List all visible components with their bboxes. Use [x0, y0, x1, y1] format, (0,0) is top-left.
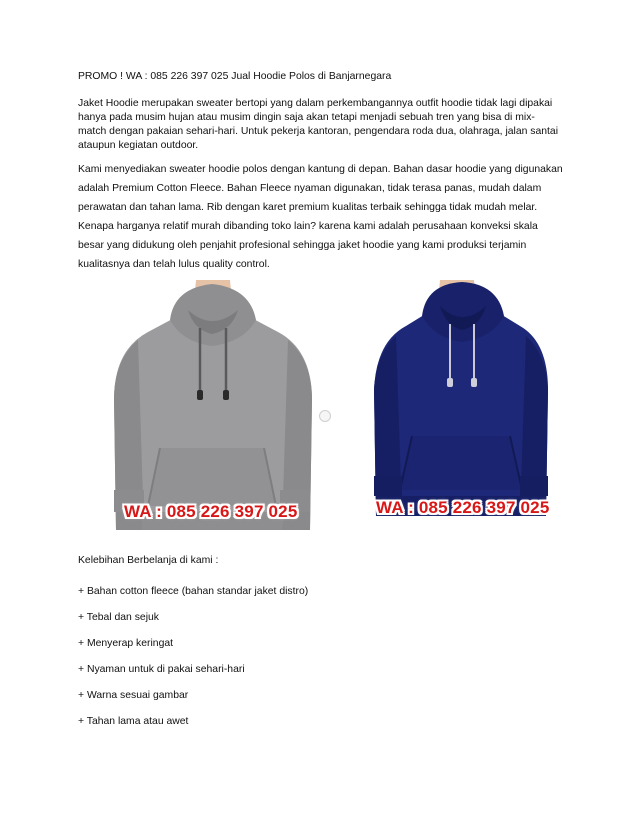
- gray-hoodie-illustration: [108, 280, 316, 530]
- text-line: adalah Premium Cotton Fleece. Bahan Fleece nyaman digunakan, tidak terasa panas, mudah dalam: [78, 183, 542, 194]
- navy-hoodie-illustration: [370, 280, 552, 530]
- list-heading: Kelebihan Berbelanja di kami :: [78, 555, 219, 566]
- text-line: Jaket Hoodie merupakan sweater bertopi yang dalam perkembangannya outfit hoodie tidak lagi dipakai: [78, 98, 553, 109]
- text-line: Kenapa harganya relatif murah dibanding toko lain? karena kami adalah perusahaan konveksi skala: [78, 221, 538, 232]
- list-item: + Tebal dan sejuk: [78, 612, 159, 623]
- text-line: match dengan pakaian sehari-hari. Untuk pekerja kantoran, pengendara roda dua, olahraga, jalan santai: [78, 126, 559, 137]
- text-line: besar yang didukung oleh penjahit profesional sehingga jaket hoodie yang kami produksi terjamin: [78, 240, 527, 251]
- text-line: perawatan dan tahan lama. Rib dengan karet premium kualitas terbaik sehingga tidak mudah melar.: [78, 202, 538, 213]
- product-photos: [108, 280, 552, 530]
- text-line: kualitasnya dan telah lulus quality control.: [78, 259, 270, 270]
- list-item: + Nyaman untuk di pakai sehari-hari: [78, 664, 245, 675]
- paragraph-product: [78, 160, 578, 217]
- list-item: + Tahan lama atau awet: [78, 716, 189, 727]
- play-icon: [319, 410, 331, 422]
- text-line: hanya pada musim hujan atau musim dingin saja akan tetapi menjadi sebuah tren yang bisa di mix-: [78, 112, 535, 123]
- document-title: PROMO ! WA : 085 226 397 025 Jual Hoodie Polos di Banjarnegara: [78, 71, 392, 82]
- text-line: Kami menyediakan sweater hoodie polos dengan kantung di depan. Bahan dasar hoodie yang digunakan: [78, 164, 563, 175]
- navy-hoodie-photo: [370, 280, 552, 530]
- list-item: + Bahan cotton fleece (bahan standar jaket distro): [78, 586, 309, 597]
- list-item: + Menyerap keringat: [78, 638, 174, 649]
- text-line: ataupun kegiatan outdoor.: [78, 140, 199, 151]
- whatsapp-contact-label: WA : 085 226 397 025: [376, 498, 550, 517]
- whatsapp-contact-label: WA : 085 226 397 025: [124, 502, 298, 521]
- paragraph-intro: [78, 97, 578, 153]
- paragraph-pricing: [78, 217, 578, 274]
- list-item: + Warna sesuai gambar: [78, 690, 189, 701]
- gray-hoodie-photo: [108, 280, 316, 530]
